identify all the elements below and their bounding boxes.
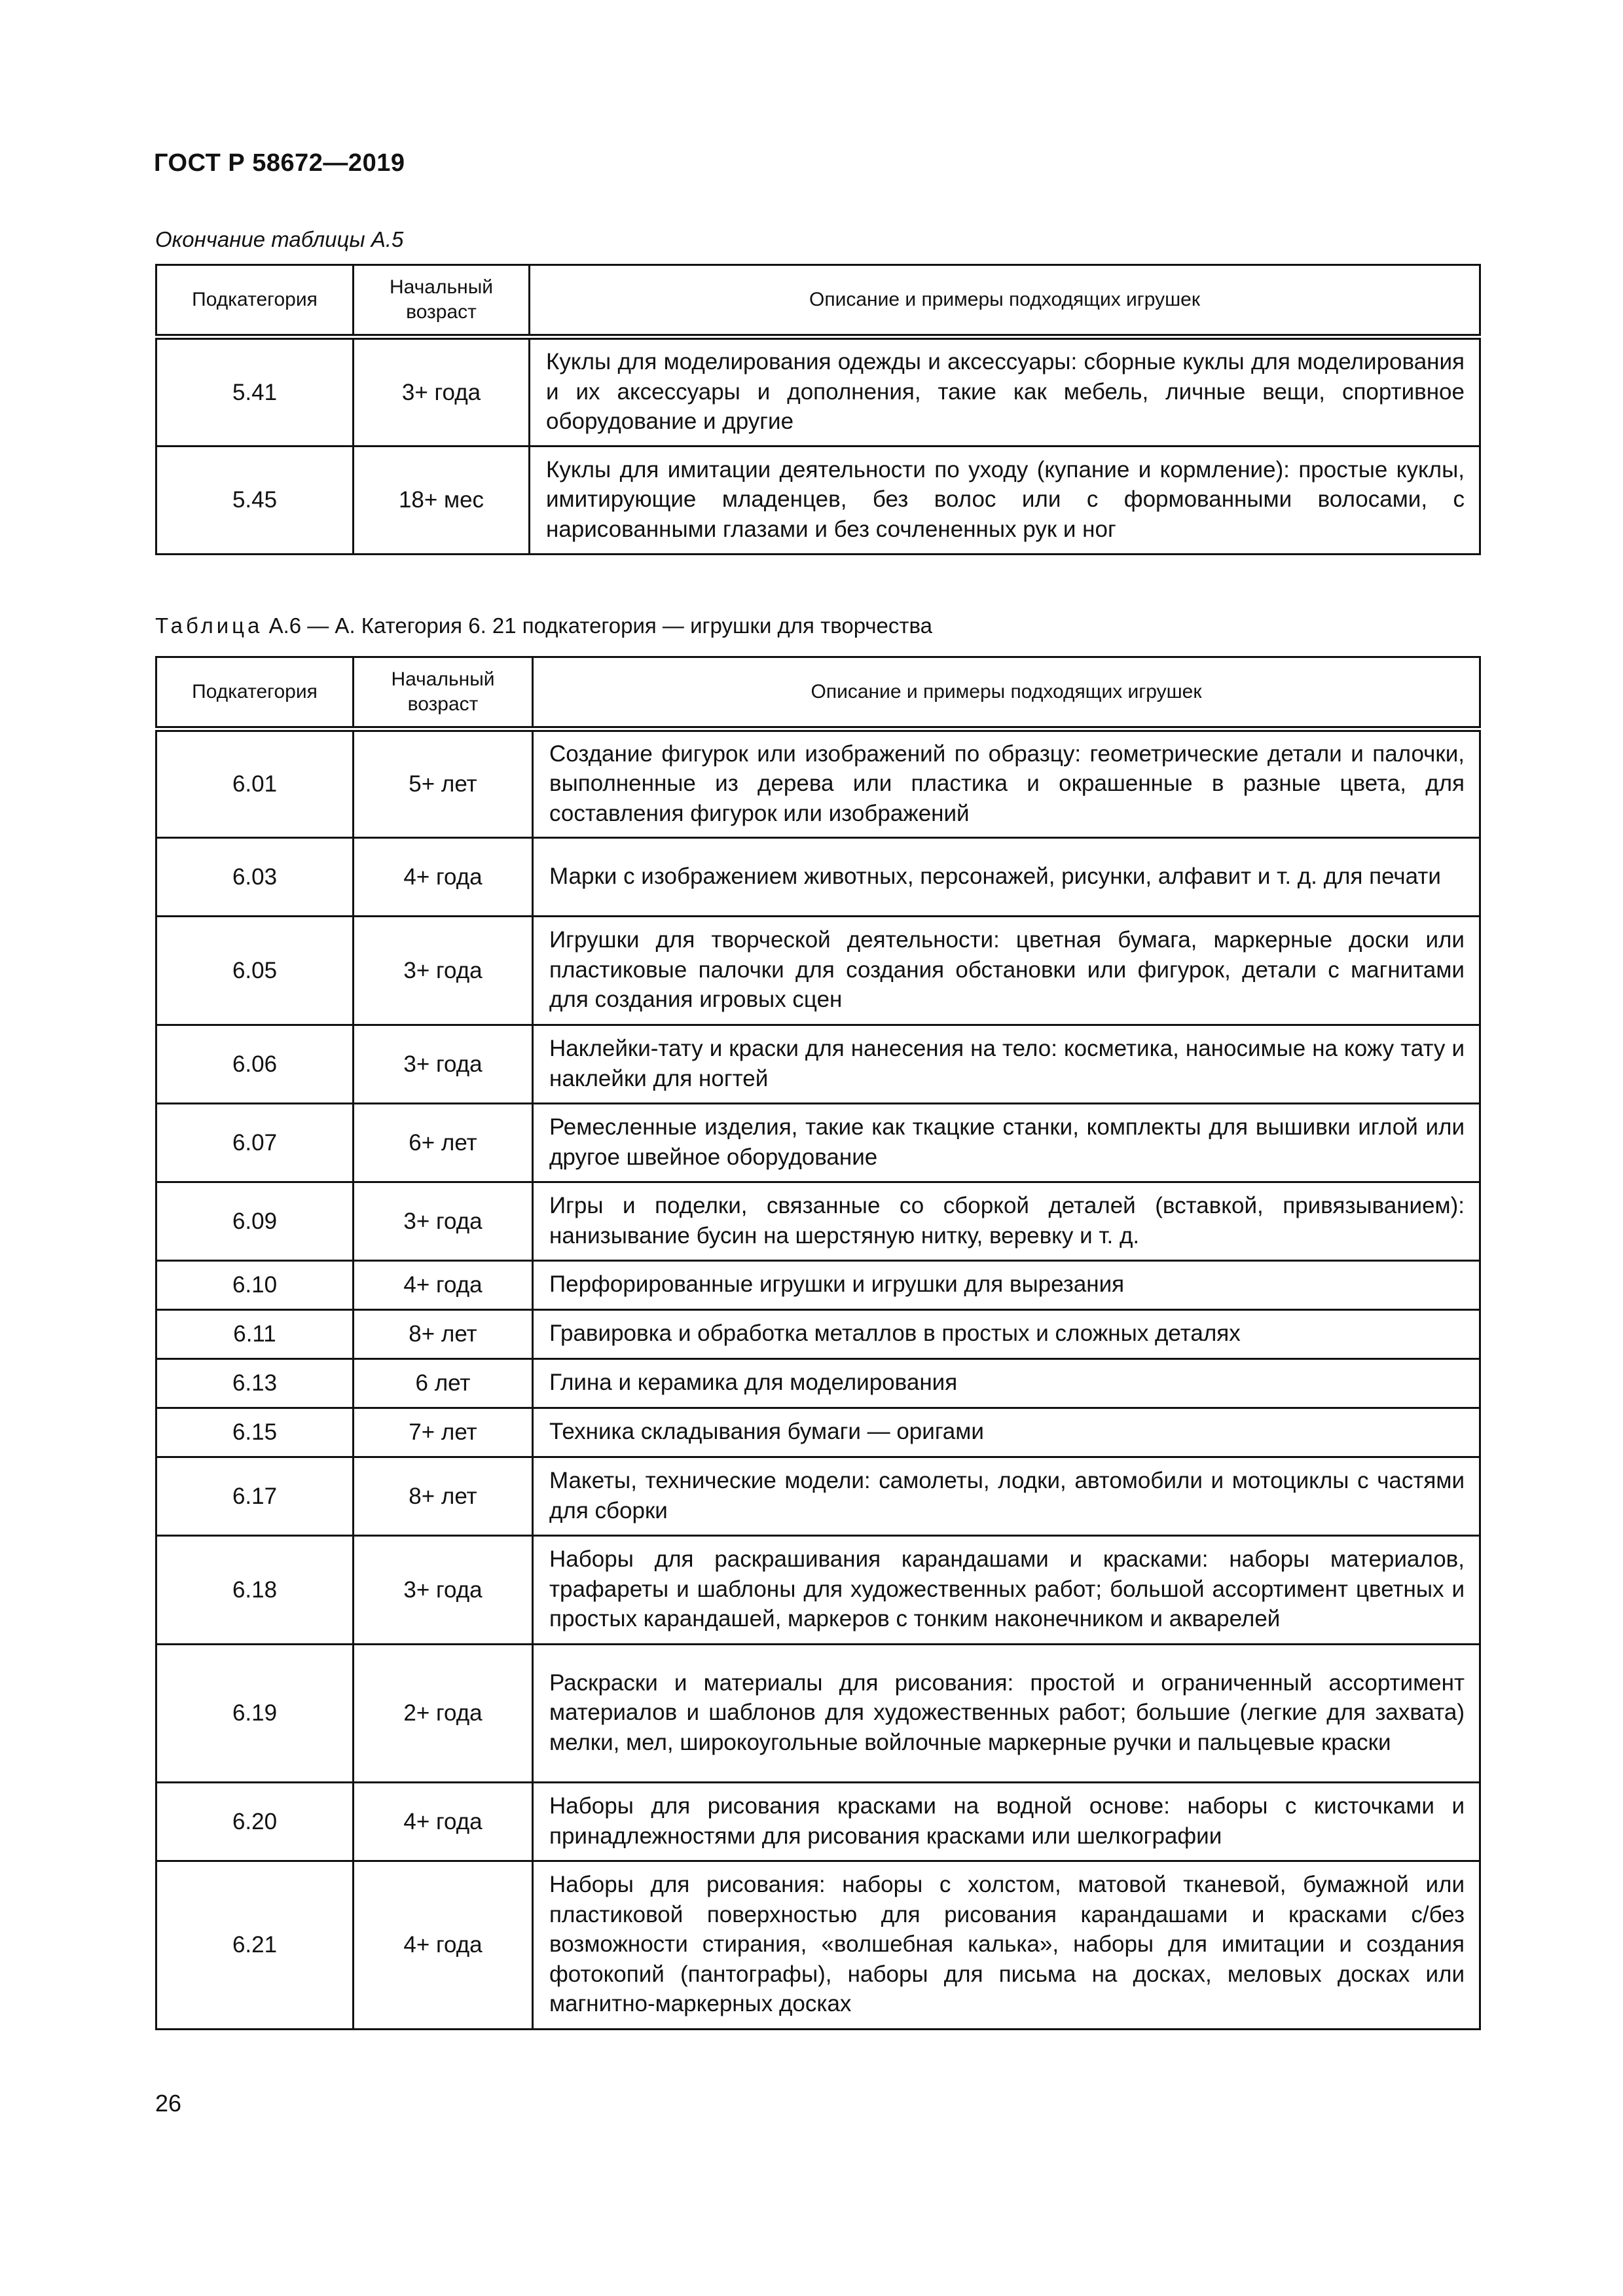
toy-description: Наборы для рисования красками на водной основе: наборы с кисточками и принадлежностями для рисования красками или шелкографии bbox=[533, 1783, 1480, 1861]
column-header-description: Описание и примеры подходящих игрушек bbox=[530, 265, 1480, 337]
start-age: 6 лет bbox=[354, 1359, 533, 1408]
table-row bbox=[156, 1783, 1480, 1861]
table-row bbox=[156, 446, 1480, 555]
table-a6-caption bbox=[155, 613, 932, 638]
table-a5 bbox=[155, 264, 1481, 555]
table-row bbox=[156, 1104, 1480, 1182]
start-age: 18+ мес bbox=[354, 446, 530, 555]
toy-description: Гравировка и обработка металлов в простых и сложных деталях bbox=[533, 1310, 1480, 1359]
start-age: 4+ года bbox=[354, 1261, 533, 1310]
column-header-start-age bbox=[354, 265, 530, 337]
subcategory-code: 6.06 bbox=[156, 1025, 354, 1104]
subcategory-code: 5.45 bbox=[156, 446, 354, 555]
table-a5-header-row bbox=[156, 265, 1480, 337]
table-row bbox=[156, 1536, 1480, 1645]
toy-description: Создание фигурок или изображений по образцу: геометрические детали и палочки, выполненные из дерева или пластика и окрашенные в разные цвета, для составления фигурок или изображений bbox=[533, 729, 1480, 838]
table-row bbox=[156, 729, 1480, 838]
subcategory-code: 6.01 bbox=[156, 729, 354, 838]
start-age: 3+ года bbox=[354, 337, 530, 446]
toy-description: Игрушки для творческой деятельности: цветная бумага, маркерные доски или пластиковые палочки для создания обстановки или фигурок, детали с магнитами для создания игровых сцен bbox=[533, 917, 1480, 1025]
subcategory-code: 5.41 bbox=[156, 337, 354, 446]
table-row bbox=[156, 1457, 1480, 1536]
toy-description: Ремесленные изделия, такие как ткацкие станки, комплекты для вышивки иглой или другое швейное оборудование bbox=[533, 1104, 1480, 1182]
table-a6 bbox=[155, 656, 1481, 2030]
subcategory-code: 6.05 bbox=[156, 917, 354, 1025]
column-header-description: Описание и примеры подходящих игрушек bbox=[533, 657, 1480, 729]
start-age: 3+ года bbox=[354, 1182, 533, 1261]
page-number: 26 bbox=[155, 2090, 182, 2117]
table-a6-caption-label: Таблица bbox=[155, 613, 263, 638]
toy-description: Техника складывания бумаги — оригами bbox=[533, 1408, 1480, 1457]
table-row bbox=[156, 1359, 1480, 1408]
subcategory-code: 6.21 bbox=[156, 1861, 354, 2030]
column-header-subcategory: Подкатегория bbox=[156, 265, 354, 337]
start-age: 4+ года bbox=[354, 1783, 533, 1861]
table-row bbox=[156, 917, 1480, 1025]
subcategory-code: 6.17 bbox=[156, 1457, 354, 1536]
start-age: 7+ лет bbox=[354, 1408, 533, 1457]
toy-description: Наклейки-тату и краски для нанесения на тело: косметика, наносимые на кожу тату и наклейки для ногтей bbox=[533, 1025, 1480, 1104]
subcategory-code: 6.20 bbox=[156, 1783, 354, 1861]
subcategory-code: 6.15 bbox=[156, 1408, 354, 1457]
table-row bbox=[156, 1310, 1480, 1359]
toy-description: Марки с изображением животных, персонажей, рисунки, алфавит и т. д. для печати bbox=[533, 838, 1480, 917]
start-age: 8+ лет bbox=[354, 1310, 533, 1359]
subcategory-code: 6.10 bbox=[156, 1261, 354, 1310]
toy-description: Макеты, технические модели: самолеты, лодки, автомобили и мотоциклы с частями для сборки bbox=[533, 1457, 1480, 1536]
column-header-start-age-text: Начальный возраст bbox=[389, 276, 494, 323]
subcategory-code: 6.11 bbox=[156, 1310, 354, 1359]
column-header-start-age-text: Начальный возраст bbox=[391, 668, 495, 715]
subcategory-code: 6.18 bbox=[156, 1536, 354, 1645]
subcategory-code: 6.07 bbox=[156, 1104, 354, 1182]
toy-description: Наборы для раскрашивания карандашами и красками: наборы материалов, трафареты и шаблоны для художественных работ; большой ассортимент цветных и простых карандашей, маркеров с тонким наконечником и акварелей bbox=[533, 1536, 1480, 1645]
table-row bbox=[156, 1861, 1480, 2030]
start-age: 3+ года bbox=[354, 1025, 533, 1104]
table-row bbox=[156, 1408, 1480, 1457]
table-a5-caption: Окончание таблицы А.5 bbox=[155, 227, 404, 251]
table-row bbox=[156, 337, 1480, 446]
table-a6-header-row bbox=[156, 657, 1480, 729]
start-age: 4+ года bbox=[354, 1861, 533, 2030]
start-age: 5+ лет bbox=[354, 729, 533, 838]
column-header-subcategory: Подкатегория bbox=[156, 657, 354, 729]
toy-description: Куклы для имитации деятельности по уходу (купание и кормление): простые куклы, имитирующие младенцев, без волос или с формованными волосами, с нарисованными глазами и без сочлененных рук и ног bbox=[530, 446, 1480, 555]
subcategory-code: 6.09 bbox=[156, 1182, 354, 1261]
document-header: ГОСТ Р 58672—2019 bbox=[154, 149, 405, 177]
toy-description: Перфорированные игрушки и игрушки для вырезания bbox=[533, 1261, 1480, 1310]
start-age: 4+ года bbox=[354, 838, 533, 917]
table-row bbox=[156, 1261, 1480, 1310]
start-age: 8+ лет bbox=[354, 1457, 533, 1536]
subcategory-code: 6.03 bbox=[156, 838, 354, 917]
table-row bbox=[156, 1182, 1480, 1261]
column-header-start-age bbox=[354, 657, 533, 729]
toy-description: Куклы для моделирования одежды и аксессуары: сборные куклы для моделирования и их аксессуары и дополнения, такие как мебель, личные вещи, спортивное оборудование и другие bbox=[530, 337, 1480, 446]
table-row bbox=[156, 1025, 1480, 1104]
start-age: 3+ года bbox=[354, 917, 533, 1025]
table-a6-caption-text: А.6 — А. Категория 6. 21 подкатегория — игрушки для творчества bbox=[268, 613, 933, 638]
subcategory-code: 6.19 bbox=[156, 1645, 354, 1783]
start-age: 3+ года bbox=[354, 1536, 533, 1645]
table-row bbox=[156, 838, 1480, 917]
toy-description: Раскраски и материалы для рисования: простой и ограниченный ассортимент материалов и шаблонов для художественных работ; большие (легкие для захвата) мелки, мел, широкоугольные войлочные маркерные ручки и пальцевые краски bbox=[533, 1645, 1480, 1783]
toy-description: Глина и керамика для моделирования bbox=[533, 1359, 1480, 1408]
start-age: 2+ года bbox=[354, 1645, 533, 1783]
subcategory-code: 6.13 bbox=[156, 1359, 354, 1408]
toy-description: Наборы для рисования: наборы с холстом, матовой тканевой, бумажной или пластиковой поверхностью для рисования карандашами и красками с/без возможности стирания, «волшебная калька», наборы для имитации и создания фотокопий (пантографы), наборы для письма на досках, меловых досках или магнитно-маркерных досках bbox=[533, 1861, 1480, 2030]
toy-description: Игры и поделки, связанные со сборкой деталей (вставкой, привязыванием): нанизывание бусин на шерстяную нитку, веревку и т. д. bbox=[533, 1182, 1480, 1261]
table-row bbox=[156, 1645, 1480, 1783]
start-age: 6+ лет bbox=[354, 1104, 533, 1182]
